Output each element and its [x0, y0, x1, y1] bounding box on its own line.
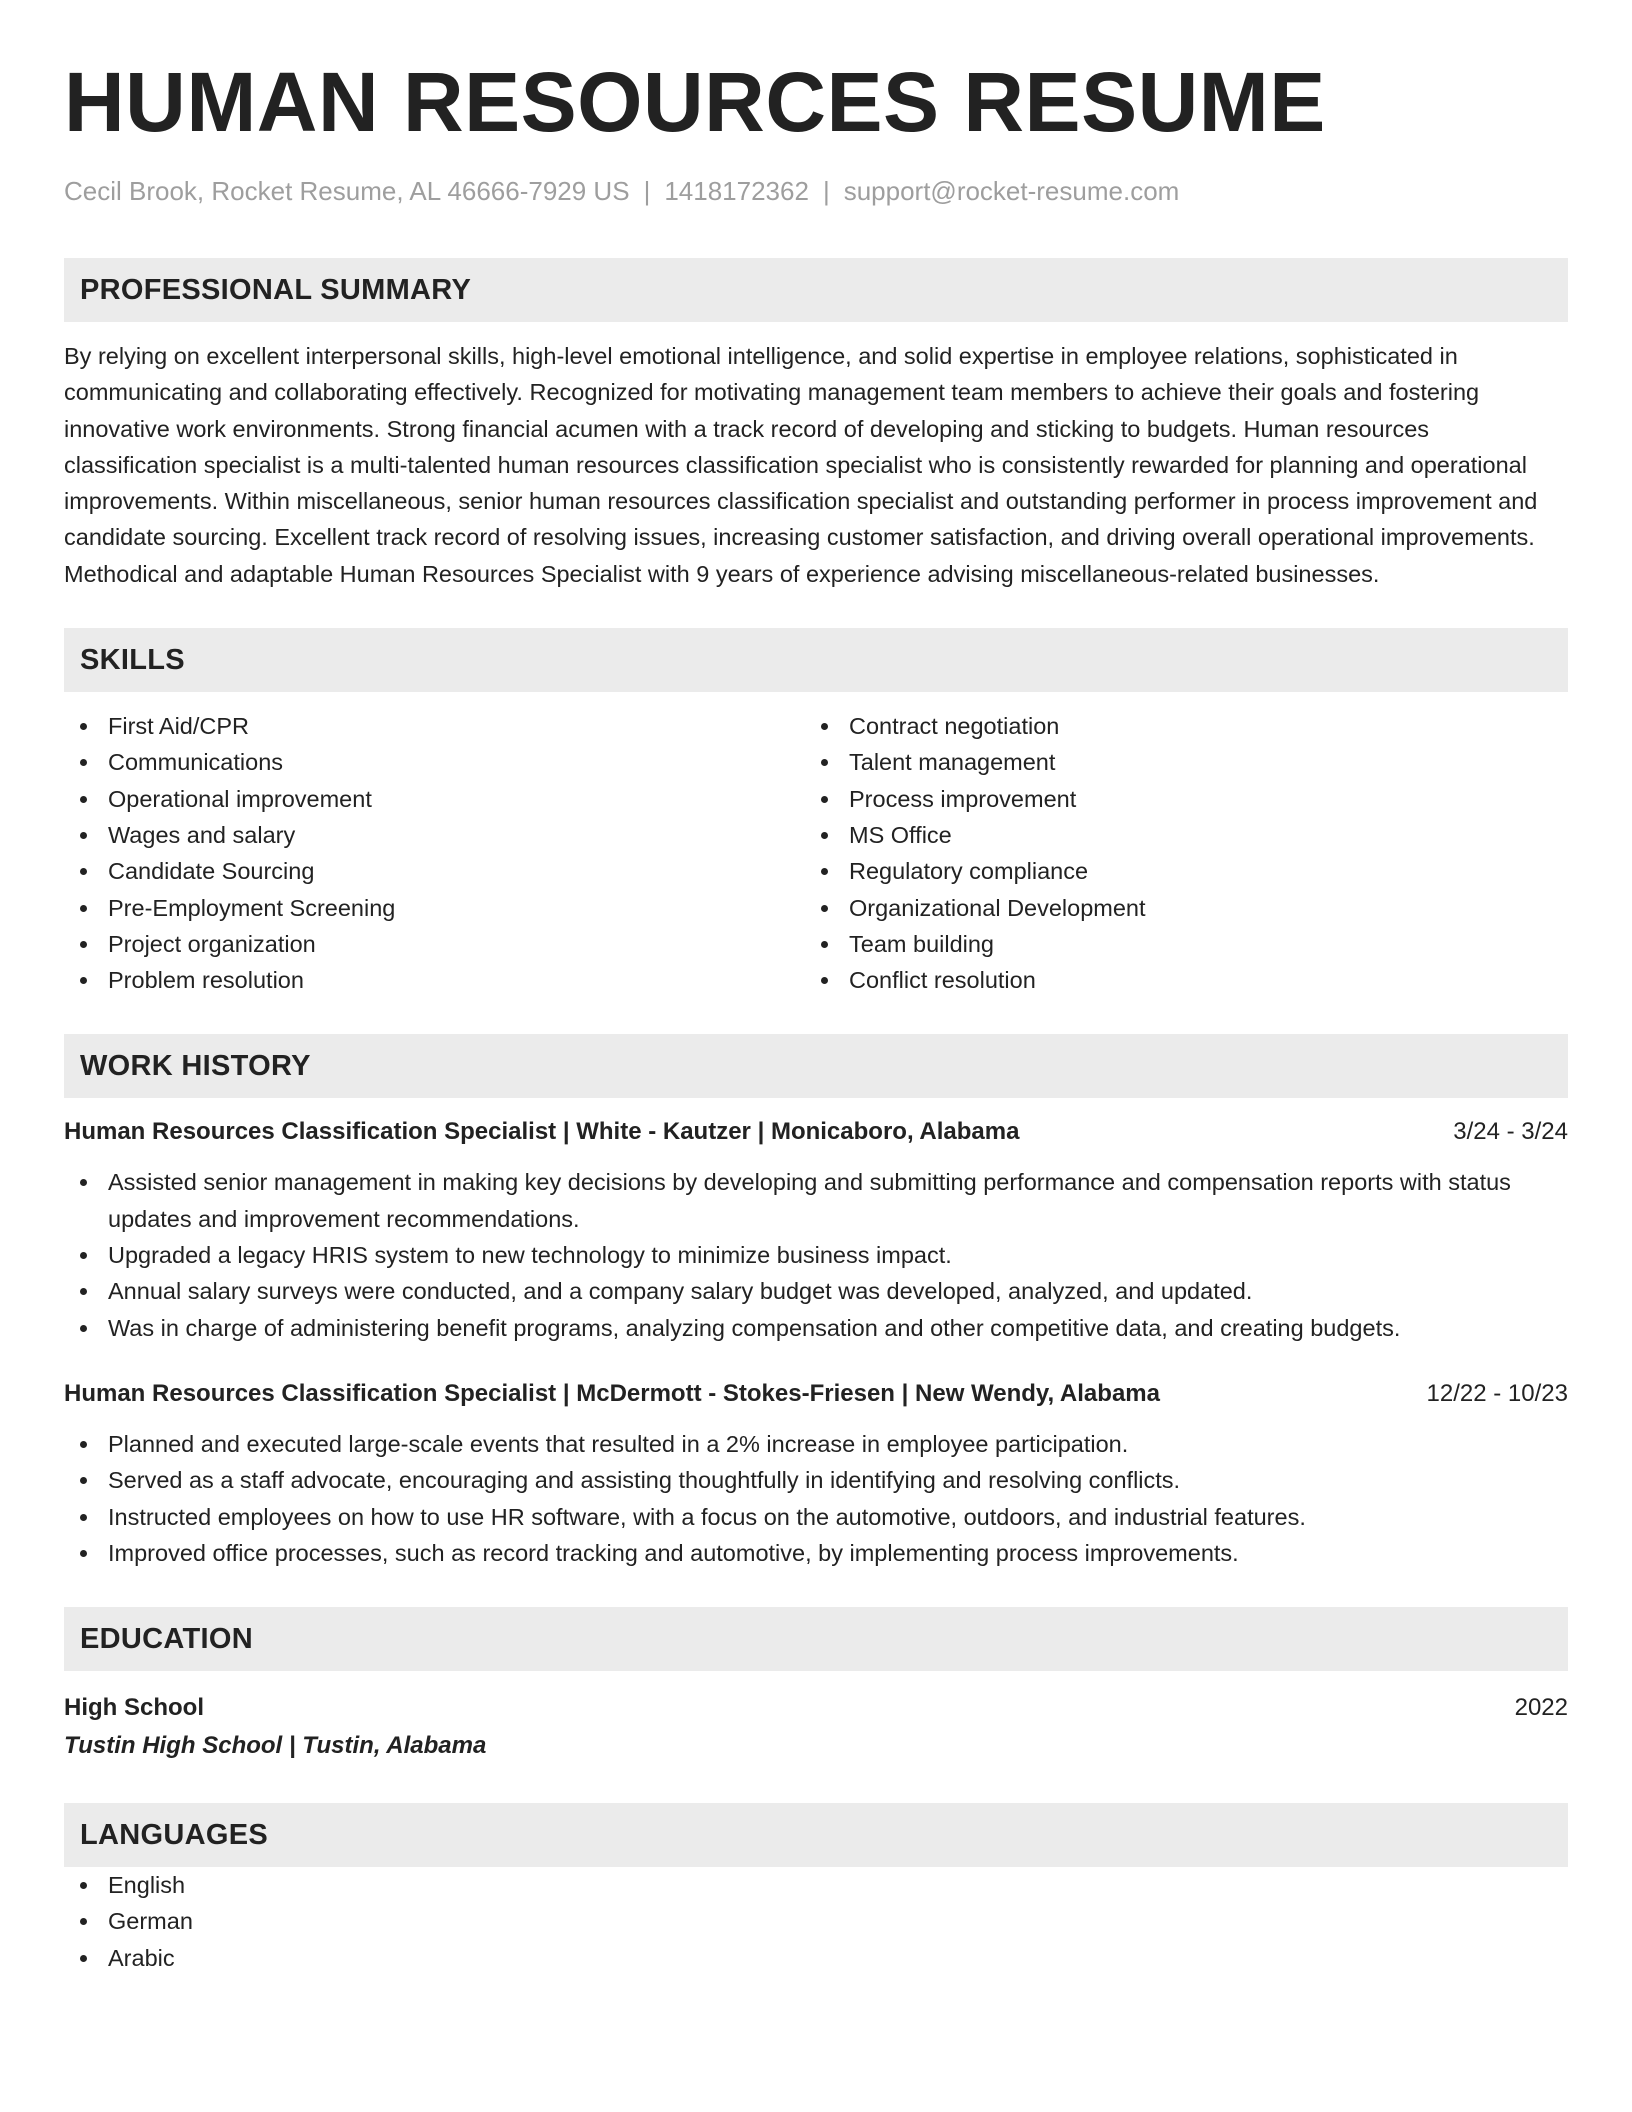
- skill-item: Team building: [805, 926, 1546, 962]
- education-section: [64, 1607, 1568, 1765]
- language-item: German: [64, 1903, 1568, 1939]
- job-entry: [64, 1114, 1568, 1345]
- contact-line: [64, 174, 1568, 208]
- skill-item: MS Office: [805, 817, 1546, 853]
- work-section: [64, 1034, 1568, 1571]
- education-header: [64, 1689, 1568, 1727]
- contact-phone: 1418172362: [664, 176, 809, 206]
- work-heading: WORK HISTORY: [64, 1034, 1568, 1098]
- job-header: [64, 1114, 1568, 1150]
- contact-email: support@rocket-resume.com: [843, 176, 1180, 206]
- summary-heading: PROFESSIONAL SUMMARY: [64, 258, 1568, 322]
- skill-item: Operational improvement: [64, 781, 805, 817]
- skill-item: Problem resolution: [64, 962, 805, 998]
- job-bullet: Was in charge of administering benefit programs, analyzing compensation and other competitive data, and creating budgets.: [64, 1310, 1568, 1346]
- job-entry: [64, 1376, 1568, 1571]
- contact-address: Cecil Brook, Rocket Resume, AL 46666-7929 US: [64, 176, 630, 206]
- skills-grid: [64, 708, 1568, 998]
- language-item: English: [64, 1867, 1568, 1903]
- contact-separator: |: [643, 176, 651, 206]
- languages-heading: LANGUAGES: [64, 1803, 1568, 1867]
- skill-item: Process improvement: [805, 781, 1546, 817]
- skill-item: Communications: [64, 744, 805, 780]
- skill-item: Pre-Employment Screening: [64, 890, 805, 926]
- skills-section: [64, 628, 1568, 998]
- skill-item: Regulatory compliance: [805, 853, 1546, 889]
- skills-right-list: [805, 708, 1546, 998]
- job-dates: 3/24 - 3/24: [1453, 1118, 1568, 1146]
- job-bullet: Served as a staff advocate, encouraging and assisting thoughtfully in identifying and resolving conflicts.: [64, 1462, 1568, 1498]
- contact-separator: |: [822, 176, 830, 206]
- languages-section: [64, 1803, 1568, 1976]
- job-bullets: [64, 1164, 1568, 1345]
- job-bullet: Improved office processes, such as record tracking and automotive, by implementing process improvements.: [64, 1535, 1568, 1571]
- language-item: Arabic: [64, 1940, 1568, 1976]
- skill-item: First Aid/CPR: [64, 708, 805, 744]
- skills-heading: SKILLS: [64, 628, 1568, 692]
- job-header: [64, 1376, 1568, 1412]
- job-bullet: Annual salary surveys were conducted, and a company salary budget was developed, analyzed, and updated.: [64, 1273, 1568, 1309]
- skill-item: Contract negotiation: [805, 708, 1546, 744]
- summary-section: [64, 258, 1568, 592]
- job-bullets: [64, 1426, 1568, 1571]
- skill-item: Project organization: [64, 926, 805, 962]
- education-degree: High School: [64, 1694, 204, 1722]
- job-title: Human Resources Classification Specialist | White - Kautzer | Monicaboro, Alabama: [64, 1118, 1020, 1146]
- skill-item: Candidate Sourcing: [64, 853, 805, 889]
- skill-item: Conflict resolution: [805, 962, 1546, 998]
- skill-item: Talent management: [805, 744, 1546, 780]
- job-title: Human Resources Classification Specialist | McDermott - Stokes-Friesen | New Wendy, Alabama: [64, 1379, 1160, 1407]
- skills-left-list: [64, 708, 805, 998]
- summary-text: By relying on excellent interpersonal skills, high-level emotional intelligence, and solid expertise in employee relations, sophisticated in communicating and collaborating effectively. Recognized for motivating management team members to achieve their goals and fostering innovative work environments. Strong financial acumen with a track record of developing and sticking to budgets. Human resources classification specialist is a multi-talented human resources classification specialist who is consistently rewarded for planning and operational improvements. Within miscellaneous, senior human resources classification specialist and outstanding performer in process improvement and candidate sourcing. Excellent track record of resolving issues, increasing customer satisfaction, and driving overall operational improvements. Methodical and adaptable Human Resources Specialist with 9 years of experience advising miscellaneous-related businesses.: [64, 343, 1538, 587]
- job-bullet: Upgraded a legacy HRIS system to new technology to minimize business impact.: [64, 1237, 1568, 1273]
- skill-item: Wages and salary: [64, 817, 805, 853]
- job-bullet: Instructed employees on how to use HR software, with a focus on the automotive, outdoors, and industrial features.: [64, 1499, 1568, 1535]
- languages-list: [64, 1867, 1568, 1976]
- job-dates: 12/22 - 10/23: [1426, 1379, 1568, 1407]
- education-entry: [64, 1689, 1568, 1765]
- job-bullet: Assisted senior management in making key decisions by developing and submitting performance and compensation reports with status updates and improvement recommendations.: [64, 1164, 1568, 1237]
- resume-title: HUMAN RESOURCES RESUME: [64, 55, 1326, 149]
- skill-item: Organizational Development: [805, 890, 1546, 926]
- education-school: Tustin High School | Tustin, Alabama: [64, 1732, 487, 1760]
- education-heading: EDUCATION: [64, 1607, 1568, 1671]
- education-year: 2022: [1514, 1694, 1568, 1722]
- job-bullet: Planned and executed large-scale events that resulted in a 2% increase in employee participation.: [64, 1426, 1568, 1462]
